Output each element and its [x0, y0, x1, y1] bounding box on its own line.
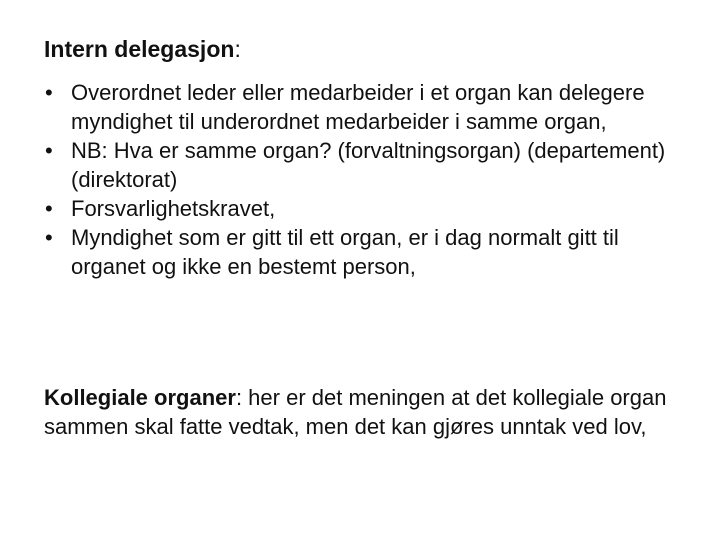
- bullet-dot-icon: •: [45, 196, 53, 221]
- bullet-text: Overordnet leder eller medarbeider i et organ kan delegere myndighet til underordnet medarbeider i samme organ,: [71, 80, 645, 134]
- bullet-dot-icon: •: [45, 80, 53, 105]
- paragraph-text: : her er det meningen at det kollegiale organ sammen skal fatte vedtak, men det kan gjøres unntak ved lov,: [44, 385, 667, 439]
- bullet-list: [44, 78, 684, 281]
- paragraph-term: Kollegiale organer: [44, 385, 236, 410]
- bullet-item: [44, 136, 684, 194]
- bullet-text: NB: Hva er samme organ? (forvaltningsorgan) (departement) (direktorat): [71, 138, 666, 192]
- heading-title: Intern delegasjon: [44, 36, 235, 62]
- bullet-item: [44, 194, 684, 223]
- bullet-dot-icon: •: [45, 225, 53, 250]
- bullet-item: [44, 78, 684, 136]
- bullet-item: [44, 223, 684, 281]
- bullet-text: Forsvarlighetskravet,: [71, 196, 276, 221]
- heading-suffix: :: [234, 36, 241, 62]
- slide-heading: [44, 34, 241, 64]
- bullet-dot-icon: •: [45, 138, 53, 163]
- bullet-text: Myndighet som er gitt til ett organ, er i dag normalt gitt til organet og ikke en bestemt person,: [71, 225, 619, 279]
- body-paragraph: [44, 383, 694, 441]
